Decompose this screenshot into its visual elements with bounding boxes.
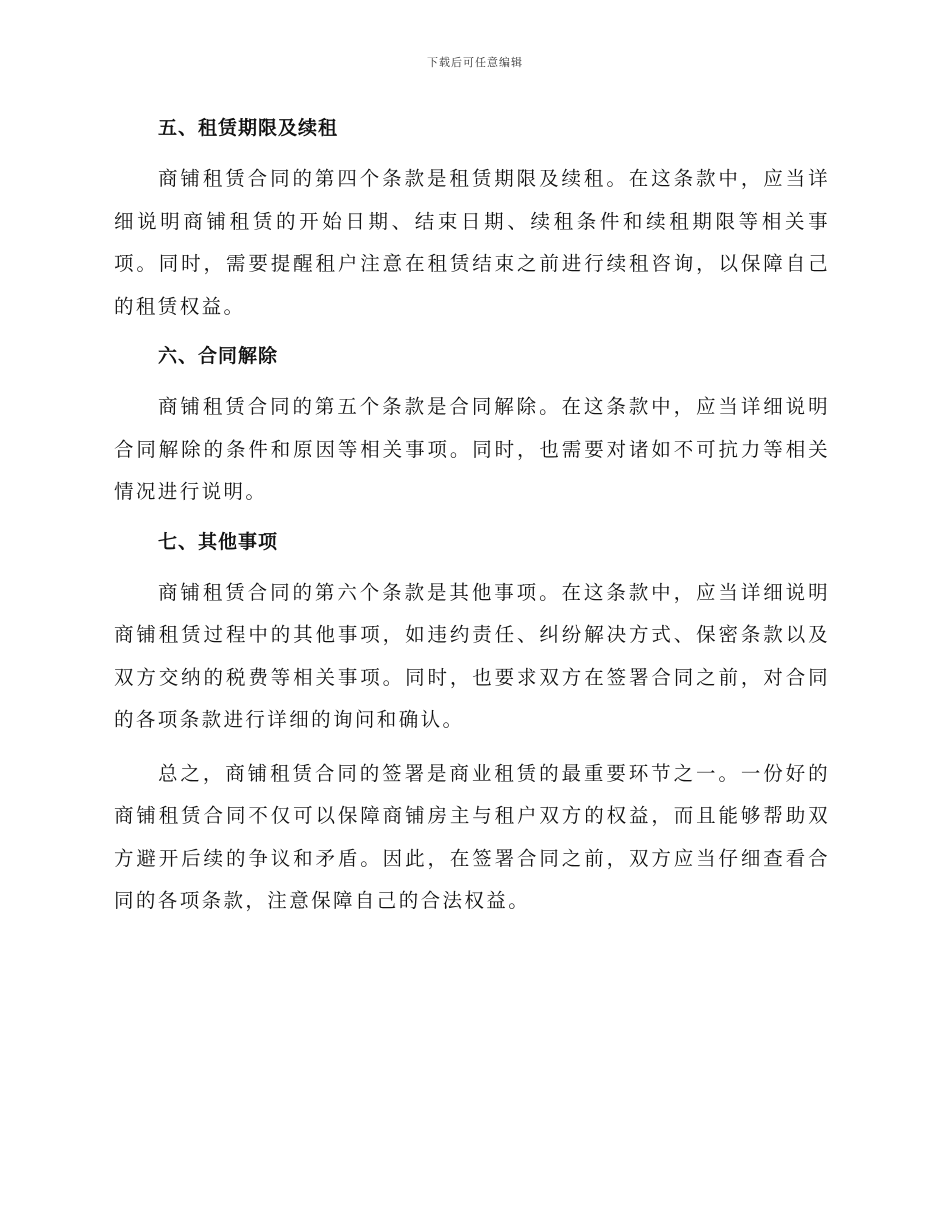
section-termination [114, 338, 830, 514]
document-body [114, 110, 830, 923]
section-other-matters [114, 524, 830, 742]
section-heading: 六、合同解除 [158, 345, 279, 367]
page-header: 下载后可任意编辑 [427, 56, 523, 69]
section-paragraph: 商铺租赁合同的第六个条款是其他事项。在这条款中，应当详细说明商铺租赁过程中的其他事项，如违约责任、纠纷解决方式、保密条款以及双方交纳的税费等相关事项。同时，也要求双方在签署合同之前，对合同的各项条款进行详细的询问和确认。 [114, 580, 830, 731]
section-paragraph: 商铺租赁合同的第四个条款是租赁期限及续租。在这条款中，应当详细说明商铺租赁的开始日期、结束日期、续租条件和续租期限等相关事项。同时，需要提醒租户注意在租赁结束之前进行续租咨询，以保障自己的租赁权益。 [114, 167, 830, 318]
section-lease-term [114, 110, 830, 328]
section-heading: 五、租赁期限及续租 [158, 117, 339, 139]
conclusion-paragraph: 总之，商铺租赁合同的签署是商业租赁的最重要环节之一。一份好的商铺租赁合同不仅可以保障商铺房主与租户双方的权益，而且能够帮助双方避开后续的争议和矛盾。因此，在签署合同之前，双方应当仔细查看合同的各项条款，注意保障自己的合法权益。 [114, 761, 830, 912]
section-heading: 七、其他事项 [158, 530, 279, 553]
section-paragraph: 商铺租赁合同的第五个条款是合同解除。在这条款中，应当详细说明合同解除的条件和原因等相关事项。同时，也需要对诸如不可抗力等相关情况进行说明。 [114, 395, 830, 503]
